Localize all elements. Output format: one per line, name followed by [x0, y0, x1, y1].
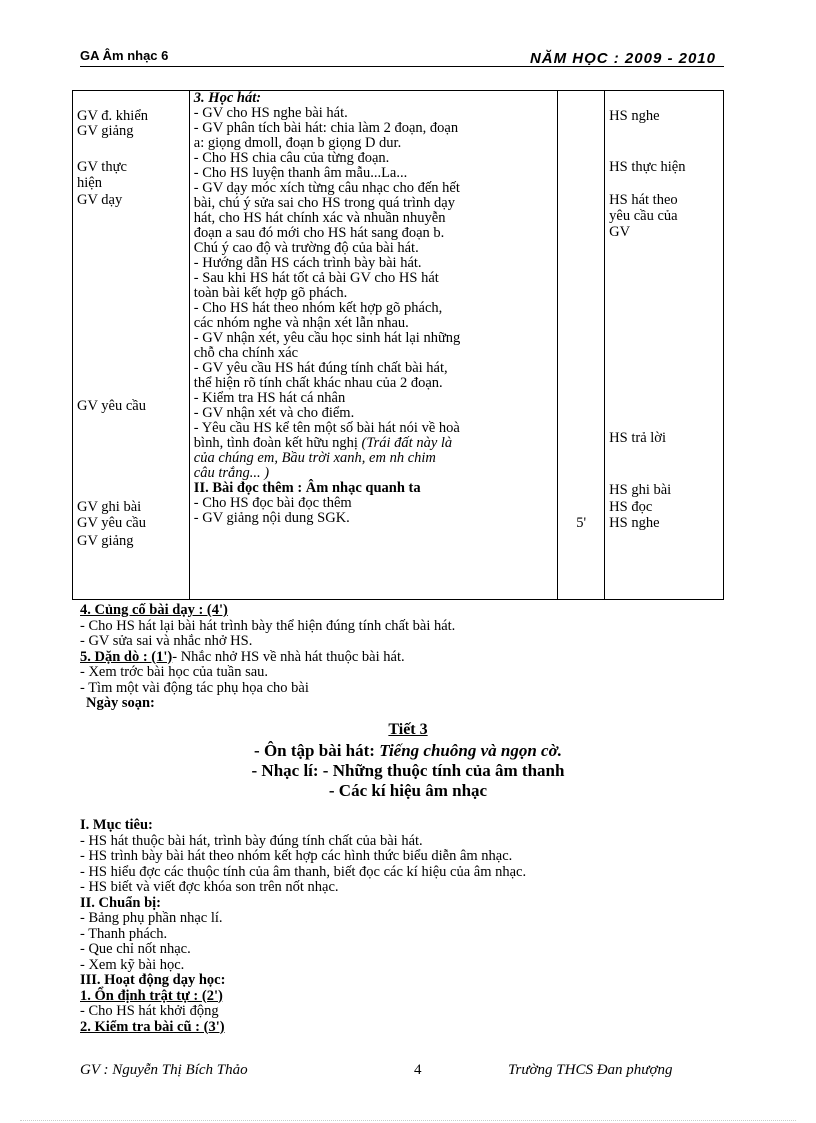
time-label: 5': [576, 515, 587, 531]
content-line: - Cho HS đọc bài đọc thêm: [193, 495, 352, 511]
content-line: - HS biết và viết đợc khóa son trên nốt nhạc.: [80, 879, 339, 895]
content-line: - HS hiểu đợc các thuộc tính của âm thanh, biết đọc các kí hiệu của âm nhạc.: [80, 863, 527, 880]
content-line: - Cho HS chia câu của từng đoạn.: [193, 150, 390, 166]
content-line: các nhóm nghe và nhận xét lẫn nhau.: [193, 315, 409, 331]
header-subject: GA Âm nhạc 6: [80, 48, 169, 63]
ngay-soan-label: Ngày soạn:: [86, 695, 155, 711]
content-line: - Cho HS luyện thanh âm mẫu...La...: [193, 165, 408, 181]
student-label: HS thực hiện: [609, 159, 686, 175]
footer-school: Trường THCS Đan phượng: [508, 1062, 673, 1078]
content-line: - HS hát thuộc bài hát, trình bày đúng tính chất của bài hát.: [80, 832, 423, 849]
teacher-label: GV ghi bài: [77, 499, 142, 515]
content-line: Chú ý cao độ và trường độ của bài hát.: [193, 240, 419, 256]
content-line: - GV yêu cầu HS hát đúng tính chất bài hát,: [193, 360, 448, 376]
content-line: - GV dạy móc xích từng câu nhạc cho đến hết: [193, 180, 460, 196]
content-line: - Cho HS hát theo nhóm kết hợp gõ phách,: [193, 300, 443, 316]
student-label: HS ghi bài: [609, 482, 672, 498]
content-line: đoạn a sau đó mới cho HS hát sang đoạn b.: [193, 225, 445, 241]
lesson-number: Tiết 3: [388, 721, 428, 738]
lesson-prefix: - Ôn tập bài hát:: [254, 741, 380, 760]
content-line: - GV nhận xét, yêu cầu học sinh hát lại những: [193, 330, 461, 346]
lesson-line-1: [0, 741, 816, 761]
footer-teacher: GV : Nguyễn Thị Bích Thảo: [80, 1062, 248, 1078]
content-line: - GV sửa sai và nhắc nhở HS.: [80, 633, 253, 649]
student-label: GV: [609, 224, 631, 240]
content-line: - Sau khi HS hát tốt cả bài GV cho HS hát: [193, 270, 439, 286]
muc-tieu-section: [80, 818, 740, 1035]
content-line: - GV phân tích bài hát: chia làm 2 đoạn, đoạn: [193, 120, 459, 136]
content-line: - Kiểm tra HS hát cá nhân: [193, 390, 346, 406]
content-line: - GV nhận xét và cho điểm.: [193, 405, 355, 421]
content-line: - Hướng dẫn HS cách trình bày bài hát.: [193, 255, 422, 271]
content-cell: [189, 91, 557, 600]
section-heading: III. Hoạt động dạy học:: [80, 972, 226, 988]
student-label: HS đọc: [609, 499, 653, 515]
time-cell: [558, 91, 605, 600]
student-label: yêu cầu của: [609, 208, 678, 224]
content-line: - Xem trớc bài học của tuần sau.: [80, 664, 269, 680]
song-list-italic: của chúng em, Bầu trời xanh, em nh chim: [193, 450, 436, 466]
content-line: - Yêu cầu HS kể tên một số bài hát nói về hoà: [193, 420, 460, 436]
content-line: [80, 650, 740, 666]
content-text: bình, tình đoàn kết hữu nghị: [193, 435, 358, 451]
teacher-label: hiện: [77, 175, 102, 191]
content-line: - Tìm một vài động tác phụ họa cho bài: [80, 679, 309, 696]
teacher-label: GV yêu cầu: [77, 398, 146, 414]
page-number: 4: [414, 1062, 422, 1078]
student-label: HS hát theo: [609, 192, 678, 208]
teacher-label: GV thực: [77, 159, 127, 175]
dan-do-title: 5. Dặn dò : (1'): [80, 648, 173, 665]
lesson-line-2: - Nhạc lí: - Những thuộc tính của âm thanh: [251, 761, 565, 780]
content-line: - Que chỉ nốt nhạc.: [80, 941, 191, 957]
cung-co-title: 4. Củng cố bài dạy : (4'): [80, 602, 228, 618]
song-list-italic: câu trắng... ): [193, 465, 270, 481]
teacher-label: GV dạy: [77, 192, 123, 208]
student-label: HS nghe: [609, 515, 660, 531]
content-line: toàn bài kết hợp gõ phách.: [193, 285, 348, 301]
section-heading: I. Mục tiêu:: [80, 817, 153, 833]
song-title: Tiếng chuông và ngọn cờ.: [379, 741, 562, 760]
content-line: chỗ cha chính xác: [193, 345, 299, 361]
subsection-heading: 2. Kiểm tra bài cũ : (3'): [80, 1018, 225, 1035]
content-line: - Bảng phụ phần nhạc lí.: [80, 910, 223, 926]
section-title: II. Bài đọc thêm : Âm nhạc quanh ta: [193, 480, 421, 496]
content-line: - HS trình bày bài hát theo nhóm kết hợp các hình thức biểu diễn âm nhạc.: [80, 848, 513, 864]
content-line: - Cho HS hát lại bài hát trình bày thể hiện đúng tính chất bài hát.: [80, 617, 456, 634]
song-list-italic: (Trái đất này là: [357, 435, 453, 451]
content-line: a: giọng dmoll, đoạn b giọng D dur.: [193, 135, 402, 151]
content-line: - Thanh phách.: [80, 925, 168, 942]
teacher-label: GV giảng: [77, 533, 134, 549]
page-edge: [20, 1120, 796, 1121]
teacher-activity-cell: [73, 91, 190, 600]
lesson-line-3: - Các kí hiệu âm nhạc: [328, 781, 488, 800]
content-line: - Xem kỹ bài học.: [80, 956, 185, 973]
table-row: [73, 91, 724, 600]
content-text: - Nhắc nhở HS về nhà hát thuộc bài hát.: [172, 648, 405, 665]
student-label: HS trả lời: [609, 430, 666, 446]
lesson-activity-table: [72, 90, 724, 600]
student-label: HS nghe: [609, 108, 660, 124]
header-school-year: NĂM HỌC : 2009 - 2010: [529, 50, 716, 67]
content-line: thể hiện rõ tính chất khác nhau của 2 đoạn.: [193, 375, 443, 391]
teacher-label: GV yêu cầu: [77, 515, 146, 531]
content-line: [194, 436, 553, 451]
content-line: - GV cho HS nghe bài hát.: [193, 105, 348, 121]
header-rule: [80, 66, 724, 67]
teacher-label: GV giảng: [77, 123, 134, 139]
subsection-heading: 1. Ổn định trật tự : (2'): [80, 987, 223, 1004]
student-activity-cell: [605, 91, 724, 600]
cung-co-section: [80, 603, 740, 712]
section-heading: II. Chuẩn bị:: [80, 894, 161, 911]
teacher-label: GV đ. khiển: [77, 108, 149, 124]
content-line: bài, chú ý sửa sai cho HS trong quá trình dạy: [193, 195, 455, 211]
content-line: - GV giảng nội dung SGK.: [193, 510, 350, 526]
content-line: hát, cho HS hát chính xác và nhuần nhuyễn: [193, 210, 446, 226]
section-title: 3. Học hát:: [193, 90, 262, 106]
content-line: - Cho HS hát khởi động: [80, 1003, 219, 1019]
